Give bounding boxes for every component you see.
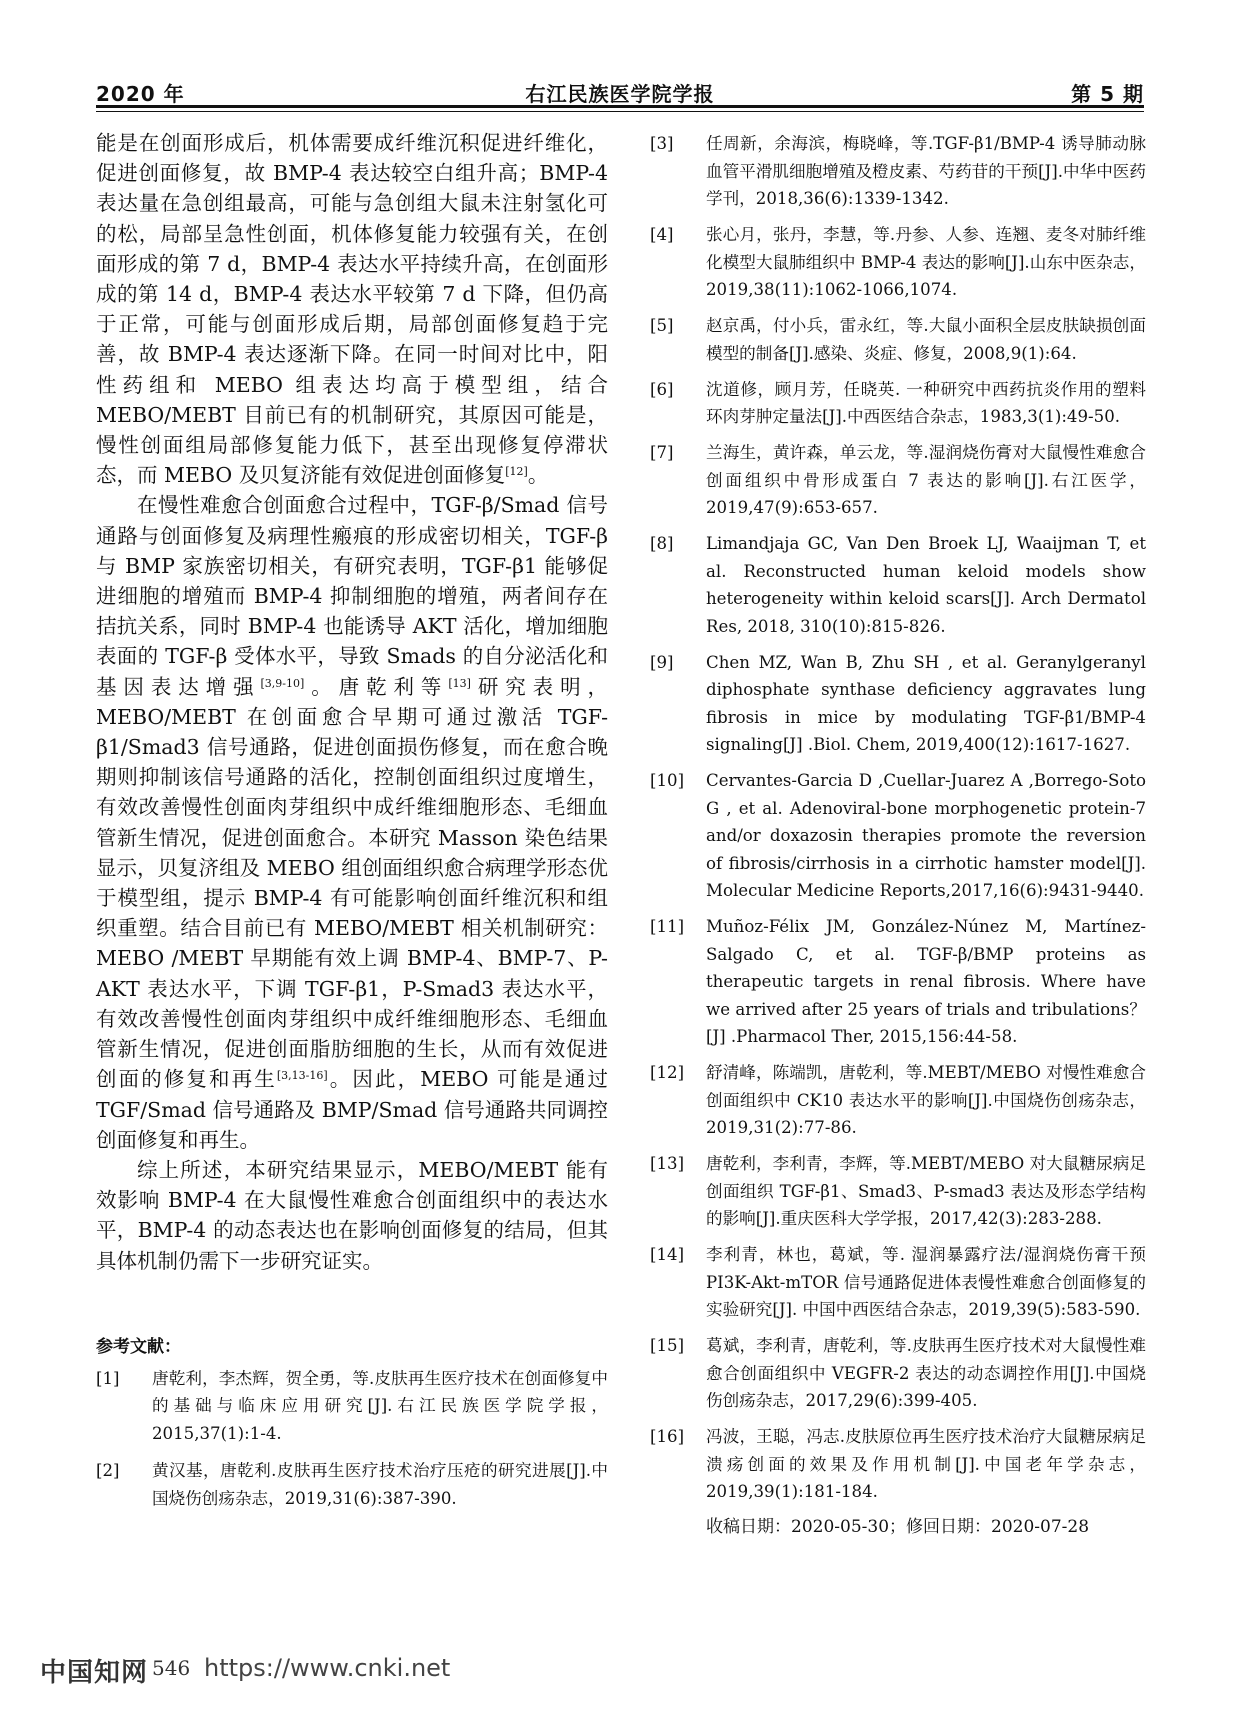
paragraph-text: 能是在创面形成后，机体需要成纤维沉积促进纤维化，促进创面修复，故 BMP-4 表达较空白组升高；BMP-4 表达量在急创组最高，可能与急创组大鼠未注射氢化可的松，局部呈急性创面，机体修复能力较强有关，在创面形成的第 7 d，BMP-4 表达水平持续升高，在创面形成的第 14 d，BMP-4 表达水平较第 7 d 下降，但仍高于正常，可能与创面形成后期，局部创面修复趋于完善，故 BMP-4 表达逐渐下降。在同一时间对比中，阳性药组和 MEBO 组表达均高于模型组，结合 MEBO/MEBT 目前已有的机制研究，其原因可能是，慢性创面组局部修复能力低下，甚至出现修复停滞状态，而 MEBO 及贝复济能有效促进创面修复 (96, 131, 608, 488)
reference-item (650, 221, 1146, 304)
header-issue: 第 5 期 (1071, 82, 1144, 106)
page-footer (40, 1652, 640, 1692)
reference-number: [8] (650, 534, 674, 553)
reference-item (96, 1365, 608, 1448)
reference-text: 唐乾利，李利青，李辉，等.MEBT/MEBO 对大鼠糖尿病足创面组织 TGF-β1、Smad3、P-smad3 表达及形态学结构的影响[J].重庆医科大学学报，2017,42(3):283-288. (706, 1154, 1146, 1228)
paragraph-text: 研究表明，MEBO/MEBT 在创面愈合早期可通过激活 TGF-β1/Smad3 信号通路，促进创面损伤修复，而在愈合晚期则抑制该信号通路的活化，控制创面组织过度增生，有效改善慢性创面肉芽组织中成纤维细胞形态、毛细血管新生情况，促进创面愈合。本研究 Masson 染色结果显示，贝复济组及 MEBO 组创面组织愈合病理学形态优于模型组，提示 BMP-4 有可能影响创面纤维沉积和组织重塑。结合目前已有 MEBO/MEBT 相关机制研究：MEBO /MEBT 早期能有效上调 BMP-4、BMP-7、P-AKT 表达水平，下调 TGF-β1，P-Smad3 表达水平，有效改善慢性创面肉芽组织中成纤维细胞形态、毛细血管新生情况，促进创面脂肪细胞的生长，从而有效促进创面的修复和再生 (96, 674, 609, 1092)
reference-item (650, 1059, 1146, 1142)
reference-item (650, 1241, 1146, 1324)
reference-text: 冯波，王聪，冯志.皮肤原位再生医疗技术治疗大鼠糖尿病足溃疡创面的效果及作用机制[J].中国老年学杂志，2019,39(1):181-184. (706, 1427, 1146, 1501)
body-paragraph-3: 综上所述，本研究结果显示，MEBO/MEBT 能有效影响 BMP-4 在大鼠慢性难愈合创面组织中的表达水平，BMP-4 的动态表达也在影响创面修复的结局，但其具体机制仍需下一步研究证实。 (96, 1157, 608, 1273)
paragraph-text: 。 (527, 463, 549, 488)
body-paragraph-1 (96, 128, 608, 490)
reference-text: 唐乾利，李杰辉，贺全勇，等.皮肤再生医疗技术在创面修复中的基础与临床应用研究[J].右江民族医学院学报，2015,37(1):1-4. (152, 1368, 608, 1443)
reference-item (650, 312, 1146, 367)
reference-text: 张心月，张丹，李慧，等.丹参、人参、连翘、麦冬对肺纤维化模型大鼠肺组织中 BMP-4 表达的影响[J].山东中医杂志，2019,38(11):1062-1066,1074. (706, 225, 1146, 299)
reference-item (650, 1423, 1146, 1506)
reference-item (650, 439, 1146, 522)
reference-number: [16] (650, 1427, 685, 1446)
reference-text: Limandjaja GC, Van Den Broek LJ, Waaijman T, et al. Reconstructed human keloid models show heterogeneity within keloid scars[J]. Arch Dermatol Res, 2018, 310(10):815-826. (706, 534, 1146, 636)
body-paragraph-2 (96, 490, 608, 1154)
reference-number: [13] (650, 1154, 685, 1173)
reference-item (650, 1150, 1146, 1233)
paragraph-text: 在慢性难愈合创面愈合过程中，TGF-β/Smad 信号通路与创面修复及病理性瘢痕的形成密切相关，TGF-β 与 BMP 家族密切相关，有研究表明，TGF-β1 能够促进细胞的增殖而 BMP-4 抑制细胞的增殖，两者间存在拮抗关系，同时 BMP-4 也能诱导 AKT 活化，增加细胞表面的 TGF-β 受体水平，导致 Smads 的自分泌活化和基因表达增强 (96, 493, 608, 699)
reference-number: [11] (650, 917, 685, 936)
reference-text: 舒清峰，陈端凯，唐乾利，等.MEBT/MEBO 对慢性难愈合创面组织中 CK10 表达水平的影响[J].中国烧伤创疡杂志，2019,31(2):77-86. (706, 1063, 1146, 1137)
reference-item (650, 649, 1146, 759)
citation[interactable]: [3,9-10] (260, 676, 305, 690)
header-year: 2020 年 (96, 82, 185, 106)
header-journal: 右江民族医学院学报 (525, 82, 715, 106)
reference-number: [10] (650, 771, 685, 790)
reference-number: [14] (650, 1245, 685, 1264)
reference-number: [3] (650, 134, 674, 153)
reference-text: 李利青，林也，葛斌，等. 湿润暴露疗法/湿润烧伤膏干预 PI3K-Akt-mTOR 信号通路促进体表慢性难愈合创面修复的实验研究[J]. 中国中西医结合杂志，2019,39(5):583-590. (706, 1245, 1146, 1319)
reference-text: Cervantes-Garcia D ,Cuellar-Juarez A ,Borrego-Soto G , et al. Adenoviral-bone morphogenetic protein-7 and/or doxazosin therapies promote the reversion of fibrosis/cirrhosis in a cirrhotic hamster model[J]. Molecular Medicine Reports,2017,16(6):9431-9440. (706, 771, 1146, 900)
page-number: 546 (152, 1656, 191, 1680)
reference-number: [5] (650, 316, 674, 335)
reference-item (650, 913, 1146, 1051)
cnki-url-link[interactable]: https://www.cnki.net (204, 1654, 451, 1682)
reference-number: [15] (650, 1336, 685, 1355)
reference-item (96, 1457, 608, 1512)
citation[interactable]: [13] (448, 676, 471, 690)
reference-text: 葛斌，李利青，唐乾利，等.皮肤再生医疗技术对大鼠慢性难愈合创面组织中 VEGFR-2 表达的动态调控作用[J].中国烧伤创疡杂志，2017,29(6):399-405. (706, 1336, 1146, 1410)
running-header (96, 68, 1144, 116)
reference-text: 兰海生，黄许森，单云龙，等.湿润烧伤膏对大鼠慢性难愈合创面组织中骨形成蛋白 7 表达的影响[J].右江医学，2019,47(9):653-657. (706, 443, 1146, 517)
reference-item (650, 767, 1146, 905)
reference-number: [7] (650, 443, 674, 462)
paragraph-text: 。唐乾利等 (304, 674, 449, 699)
reference-number: [2] (96, 1461, 120, 1481)
citation[interactable]: [3,13-16] (276, 1069, 328, 1083)
citation[interactable]: [12] (505, 465, 528, 479)
reference-item (650, 1332, 1146, 1415)
cnki-logo: 中国知网 (40, 1658, 149, 1688)
header-rule-thick (96, 105, 1144, 108)
header-rule-thin (96, 111, 1144, 112)
reference-item (650, 376, 1146, 431)
reference-number: [6] (650, 379, 674, 399)
right-column (650, 130, 1146, 1541)
reference-text: 黄汉基，唐乾利.皮肤再生医疗技术治疗压疮的研究进展[J].中国烧伤创疡杂志，2019,31(6):387-390. (152, 1461, 608, 1508)
reference-text: 沈道修，顾月芳，任晓英. 一种研究中西药抗炎作用的塑料环肉芽肿定量法[J].中西医结合杂志，1983,3(1):49-50. (706, 379, 1146, 426)
reference-item (650, 530, 1146, 640)
left-column (96, 128, 608, 1522)
reference-text: Muñoz-Félix JM, González-Núnez M, Martínez-Salgado C, et al. TGF-β/BMP proteins as therapeutic targets in renal fibrosis. Where have we arrived after 25 years of trials and tribulations？[J] .Pharmacol Ther, 2015,156:44-58. (706, 917, 1146, 1046)
reference-text: 任周新，余海滨，梅晓峰，等.TGF-β1/BMP-4 诱导肺动脉血管平滑肌细胞增殖及橙皮素、芍药苷的干预[J].中华中医药学刊，2018,36(6):1339-1342. (706, 134, 1146, 208)
received-date: 收稿日期：2020-05-30；修回日期：2020-07-28 (706, 1517, 1090, 1537)
references-heading: 参考文献： (96, 1336, 181, 1357)
reference-item (650, 130, 1146, 213)
reference-number: [9] (650, 652, 674, 672)
reference-text: Chen MZ, Wan B, Zhu SH , et al. Geranylgeranyl diphosphate synthase deficiency aggravates lung fibrosis in mice by modulating TGF-β1/BMP-4 signaling[J] .Biol. Chem, 2019,400(12):1617-1627. (706, 652, 1146, 754)
reference-number: [1] (96, 1368, 120, 1388)
paragraph-text: 。因此，MEBO 可能是通过 TGF/Smad 信号通路及 BMP/Smad 信号通路共同调控创面修复和再生。 (96, 1067, 608, 1152)
reference-number: [12] (650, 1063, 685, 1082)
reference-number: [4] (650, 225, 674, 244)
reference-text: 赵京禹，付小兵，雷永红，等.大鼠小面积全层皮肤缺损创面模型的制备[J].感染、炎症、修复，2008,9(1):64. (706, 316, 1146, 363)
